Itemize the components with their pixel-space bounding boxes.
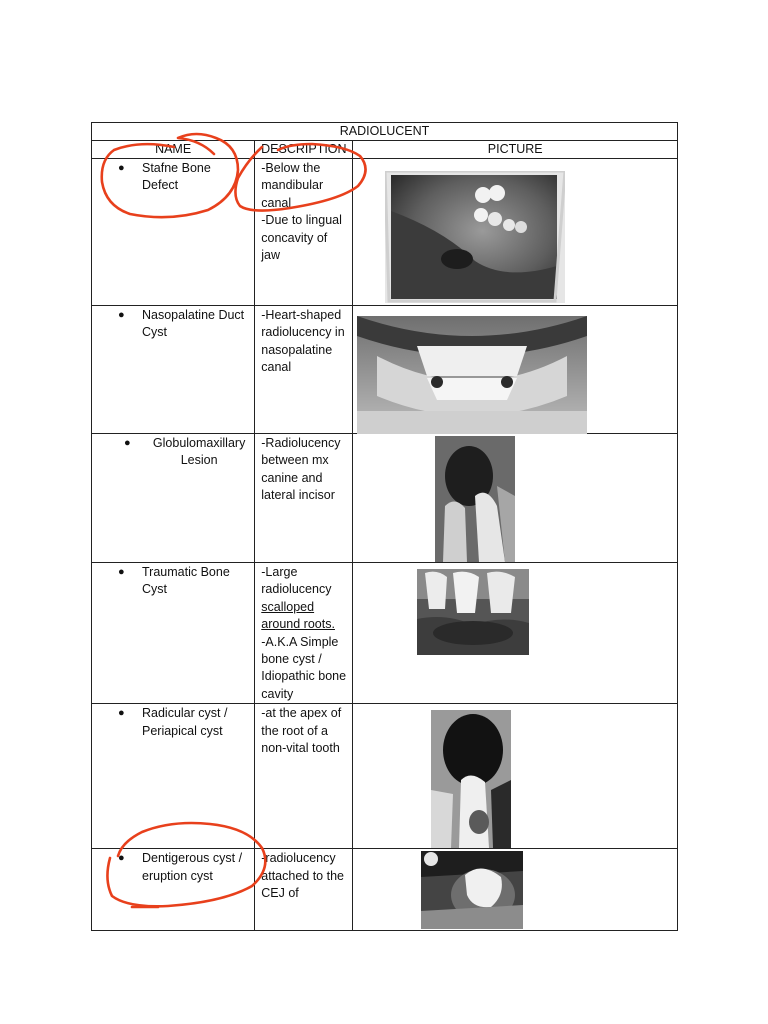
description-cell	[255, 434, 353, 563]
table-row	[92, 434, 678, 563]
condition-name: Stafne Bone Defect	[142, 161, 211, 193]
header-picture: PICTURE	[353, 141, 678, 159]
table-title: RADIOLUCENT	[92, 123, 678, 141]
xray-image-traumatic-bone-cyst	[417, 569, 529, 655]
name-cell	[92, 849, 255, 931]
xray-image-dentigerous-cyst	[421, 851, 523, 929]
description-line-underlined: scalloped around roots.	[261, 599, 335, 632]
description-line: -Below the mandibular canal	[261, 161, 324, 210]
description-cell	[255, 849, 353, 931]
description-line: -Heart-shaped radiolucency in nasopalatine canal	[261, 308, 345, 375]
description-line: -Large radiolucency	[261, 565, 332, 597]
condition-name: Radicular cyst / Periapical cyst	[142, 706, 228, 738]
bullet-icon: ●	[118, 566, 125, 578]
table-row	[92, 704, 678, 849]
description-cell	[255, 306, 353, 434]
bullet-icon: ●	[118, 707, 125, 720]
xray-image-stafne	[385, 171, 565, 303]
xray-image-globulomaxillary	[435, 436, 515, 562]
name-cell	[92, 159, 255, 306]
name-cell	[92, 704, 255, 849]
xray-image-radicular-cyst	[431, 710, 511, 848]
picture-cell	[353, 159, 678, 306]
bullet-icon: ●	[118, 309, 125, 321]
picture-cell	[353, 704, 678, 849]
header-description: DESCRIPTION	[255, 141, 353, 159]
name-cell	[92, 563, 255, 704]
name-cell	[92, 434, 255, 563]
bullet-icon: ●	[118, 852, 125, 865]
table-title-row	[92, 123, 678, 141]
condition-name: Dentigerous cyst / eruption cyst	[142, 851, 243, 883]
name-cell	[92, 306, 255, 434]
header-name: NAME	[92, 141, 255, 159]
description-line: -A.K.A Simple bone cyst / Idiopathic bone cavity	[261, 634, 347, 701]
table-row	[92, 849, 678, 931]
condition-name: Nasopalatine Duct Cyst	[142, 308, 245, 340]
description-line: -Due to lingual concavity of jaw	[261, 213, 342, 263]
condition-name: Traumatic Bone Cyst	[142, 565, 230, 597]
table-row	[92, 306, 678, 434]
table-header-row	[92, 141, 678, 159]
bullet-icon: ●	[124, 437, 131, 449]
picture-cell	[353, 849, 678, 931]
condition-name: Globulomaxillary Lesion	[152, 436, 246, 468]
picture-cell	[353, 563, 678, 704]
bullet-icon: ●	[118, 162, 125, 174]
description-cell	[255, 159, 353, 306]
picture-cell	[353, 434, 678, 563]
description-line: -radiolucency attached to the CEJ of	[261, 851, 344, 901]
xray-image-nasopalatine	[357, 316, 587, 434]
description-cell	[255, 704, 353, 849]
picture-cell	[353, 306, 678, 434]
description-line: -at the apex of the root of a non-vital tooth	[261, 706, 342, 756]
description-cell	[255, 563, 353, 704]
table-row	[92, 159, 678, 306]
description-line: -Radiolucency between mx canine and lateral incisor	[261, 436, 341, 503]
table-row	[92, 563, 678, 704]
radiolucent-table	[91, 122, 678, 931]
